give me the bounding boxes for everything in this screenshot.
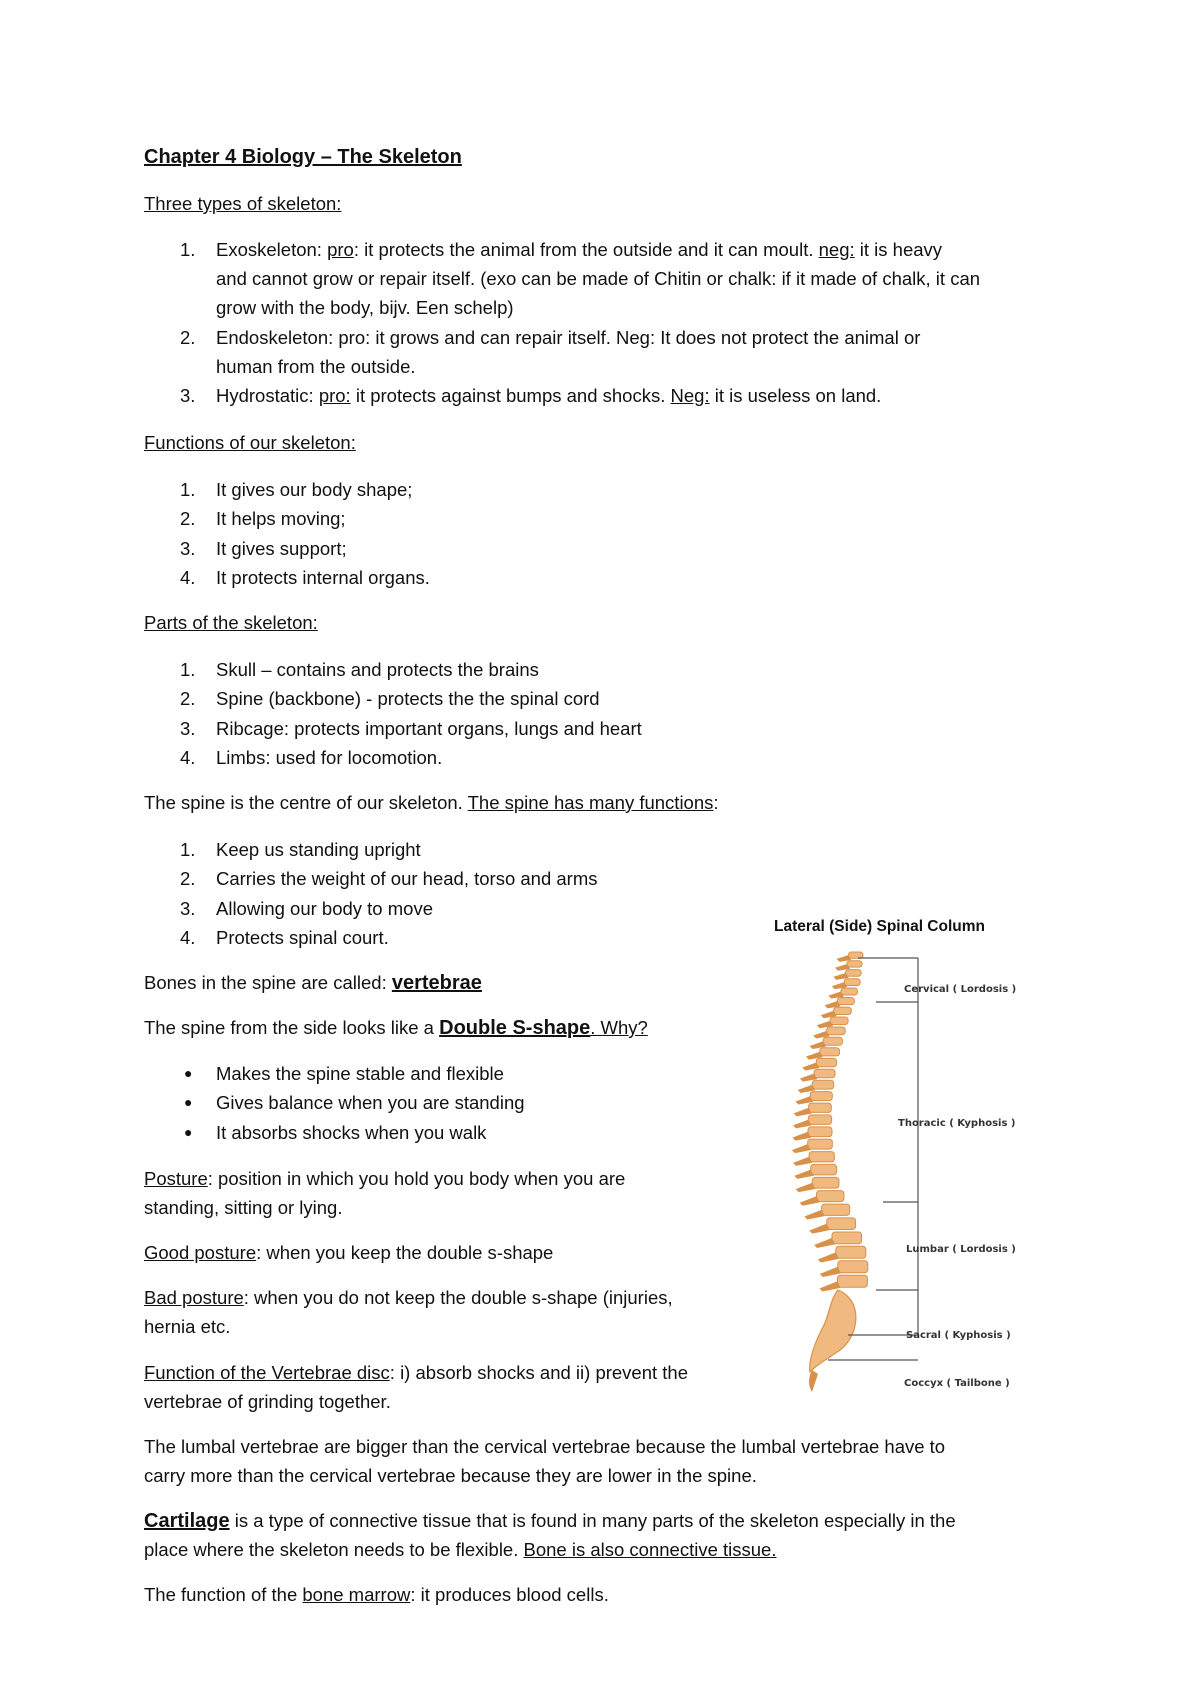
spinous-process-25 xyxy=(814,1238,835,1248)
spinous-process-28 xyxy=(819,1281,840,1291)
vertebra-25 xyxy=(832,1232,862,1244)
spinous-process-18 xyxy=(792,1144,811,1153)
spinal-column-figure xyxy=(768,940,1068,1416)
cartilage-term: Cartilage xyxy=(144,1510,230,1532)
cartilage-line1: Cartilage is a type of connective tissue that is found in many parts of the skeleton especially in the xyxy=(144,1510,956,1532)
page-title: Chapter 4 Biology – The Skeleton xyxy=(144,146,462,168)
lumbal-line2: carry more than the cervical vertebrae because they are lower in the spine. xyxy=(144,1465,757,1486)
spinous-process-15 xyxy=(794,1108,812,1117)
vertebra-22 xyxy=(817,1191,844,1202)
vertebra-8 xyxy=(827,1027,846,1035)
label-coccyx: Coccyx ( Tailbone ) xyxy=(904,1378,1010,1389)
vertebra-2 xyxy=(846,970,862,977)
label-sacral: Sacral ( Kyphosis ) xyxy=(906,1330,1011,1341)
document-page: Chapter 4 Biology – The Skeleton Three types of skeleton: 1. Exoskeleton: pro: it protects the animal from the outside and it can moult. neg: it is heavy and cannot grow or repair itself. (exo can be made of Chitin or chalk: if it made of chalk, it can grow with the body, bijv. Een schelp) 2. Endoskeleton: pro: it grows and can repair itself. Neg: It does not protect the animal or human from the outside. 3. Hydrostatic: pro: it protects against bumps and shocks. Neg: it is useless on land. Functions of our skeleton: 1. It gives our body shape; 2. It helps moving; 3. It gives support; 4. It protects internal organs. Parts of the skeleton: 1. Skull – contains and protects the brains 2. Spine (backbone) - protects the the spinal cord 3. Ribcage: protects important organs, lungs and heart 4. Limbs: used for locomotion. The spine is the centre of our skeleton. The spine has many functions: 1. Keep us standing upright 2. Carries the weight of our head, torso and arms 3. Allowing our body to move 4. Protects spinal court. Bones in the spine are called: vertebrae The spine from the side looks like a Double S-shape. Why? ● Makes the spine stable and flexible ● Gives balance when you are standing ● It absorbs shocks when you walk Posture: position in which you hold you body when you are standing, sitting or lying. Good posture: when you keep the double s-shape Bad posture: when you do not keep the double s-shape (injuries, hernia etc. Function of the Vertebrae disc: i) absorb shocks and ii) prevent the vertebrae of grinding together. The lumbal vertebrae are bigger than the cervical vertebrae because the lumbal vertebrae have to carry more than the cervical vertebrae because they are lower in the spine. Cartilage is a type of connective tissue that is found in many parts of the skeleton especially in the place where the skeleton needs to be flexible. Bone is also connective tissue. The function of the bone marrow: it produces blood cells. Lateral (Side) Spinal Column Cervical ( Lordosis ) Thoracic ( Kyphosis ) Lumbar ( Lordosis ) Sacral ( Kyphosis ) Coccyx ( Tailbone ) xyxy=(0,0,1200,1696)
spinous-process-23 xyxy=(804,1210,824,1220)
types-item-1-line3: grow with the body, bijv. Een schelp) xyxy=(216,297,514,318)
vertebra-6 xyxy=(834,1007,852,1014)
functions-heading: Functions of our skeleton: xyxy=(144,432,356,453)
list-number: 3. xyxy=(180,385,196,406)
spine-intro: The spine is the centre of our skeleton. The spine has many functions: xyxy=(144,792,719,813)
bullet-icon: ● xyxy=(184,1094,193,1110)
spinous-process-20 xyxy=(794,1170,813,1179)
s-shape-sentence: The spine from the side looks like a Double S-shape. Why? xyxy=(144,1017,648,1039)
posture-line2: standing, sitting or lying. xyxy=(144,1197,343,1218)
vertebra-13 xyxy=(812,1080,833,1089)
vertebra-5 xyxy=(837,997,854,1004)
list-text: Hydrostatic: pro: it protects against bumps and shocks. Neg: it is useless on land. xyxy=(216,385,882,406)
posture-line1: Posture: position in which you hold you body when you are xyxy=(144,1168,626,1189)
spinous-process-22 xyxy=(800,1196,820,1206)
vertebrae-term: vertebrae xyxy=(391,972,482,994)
vertebra-24 xyxy=(827,1218,856,1230)
lumbal-line1: The lumbal vertebrae are bigger than the cervical vertebrae because the lumbal vertebrae have to xyxy=(144,1436,946,1457)
cartilage-line2: place where the skeleton needs to be flexible. Bone is also connective tissue. xyxy=(144,1539,777,1560)
spine-bones xyxy=(792,952,868,1392)
vertebra-10 xyxy=(820,1048,840,1056)
vertebrae-sentence: Bones in the spine are called: vertebrae xyxy=(144,972,482,994)
vertebra-0 xyxy=(848,952,863,958)
spinous-process-24 xyxy=(809,1224,830,1234)
spinous-process-17 xyxy=(792,1132,811,1141)
types-item-1-line2: and cannot grow or repair itself. (exo can be made of Chitin or chalk: if it made of chalk, it can xyxy=(216,268,981,289)
vertebra-16 xyxy=(808,1115,831,1124)
vertebra-27 xyxy=(838,1261,868,1273)
spinous-process-27 xyxy=(820,1267,841,1277)
types-item-2-line2: human from the outside. xyxy=(216,356,416,377)
label-lumbar: Lumbar ( Lordosis ) xyxy=(906,1244,1016,1255)
disc-line2: vertebrae of grinding together. xyxy=(144,1391,391,1412)
parts-heading: Parts of the skeleton: xyxy=(144,612,318,633)
bad-posture-line1: Bad posture: when you do not keep the double s-shape (injuries, xyxy=(144,1287,673,1308)
vertebra-18 xyxy=(808,1139,833,1149)
list-text: Exoskeleton: pro: it protects the animal from the outside and it can moult. neg: it is heavy xyxy=(216,239,943,260)
types-heading: Three types of skeleton: xyxy=(144,193,342,214)
good-posture: Good posture: when you keep the double s-shape xyxy=(144,1242,554,1263)
s-shape-term: Double S-shape xyxy=(439,1017,591,1039)
vertebra-28 xyxy=(837,1275,867,1287)
bad-posture-line2: hernia etc. xyxy=(144,1316,231,1337)
vertebra-21 xyxy=(812,1177,839,1188)
bullet-icon: ● xyxy=(184,1124,193,1140)
spinous-process-16 xyxy=(793,1120,811,1129)
disc-line1: Function of the Vertebrae disc: i) absorb shocks and ii) prevent the xyxy=(144,1362,689,1383)
spinous-process-26 xyxy=(818,1252,839,1262)
vertebra-9 xyxy=(823,1037,842,1045)
vertebra-4 xyxy=(841,988,858,995)
bullet-icon: ● xyxy=(184,1065,193,1081)
figure-title: Lateral (Side) Spinal Column xyxy=(774,918,985,935)
vertebra-3 xyxy=(844,979,860,986)
vertebra-11 xyxy=(816,1058,836,1066)
vertebra-20 xyxy=(811,1164,837,1174)
spinous-process-19 xyxy=(793,1157,812,1166)
spinous-process-21 xyxy=(796,1183,816,1192)
label-thoracic: Thoracic ( Kyphosis ) xyxy=(898,1118,1016,1129)
vertebra-26 xyxy=(836,1246,866,1258)
vertebra-19 xyxy=(809,1152,834,1162)
list-number: 2. xyxy=(180,327,196,348)
vertebra-15 xyxy=(809,1103,832,1112)
vertebra-23 xyxy=(822,1204,850,1215)
vertebra-14 xyxy=(810,1092,832,1101)
label-cervical: Cervical ( Lordosis ) xyxy=(904,984,1017,995)
vertebra-12 xyxy=(814,1069,835,1078)
vertebra-7 xyxy=(830,1017,848,1025)
list-number: 1. xyxy=(180,239,196,260)
vertebra-17 xyxy=(808,1127,832,1137)
coccyx xyxy=(809,1370,818,1392)
list-text: Endoskeleton: pro: it grows and can repair itself. Neg: It does not protect the animal or xyxy=(216,327,921,348)
vertebra-1 xyxy=(847,961,862,967)
marrow-line: The function of the bone marrow: it produces blood cells. xyxy=(144,1584,609,1605)
